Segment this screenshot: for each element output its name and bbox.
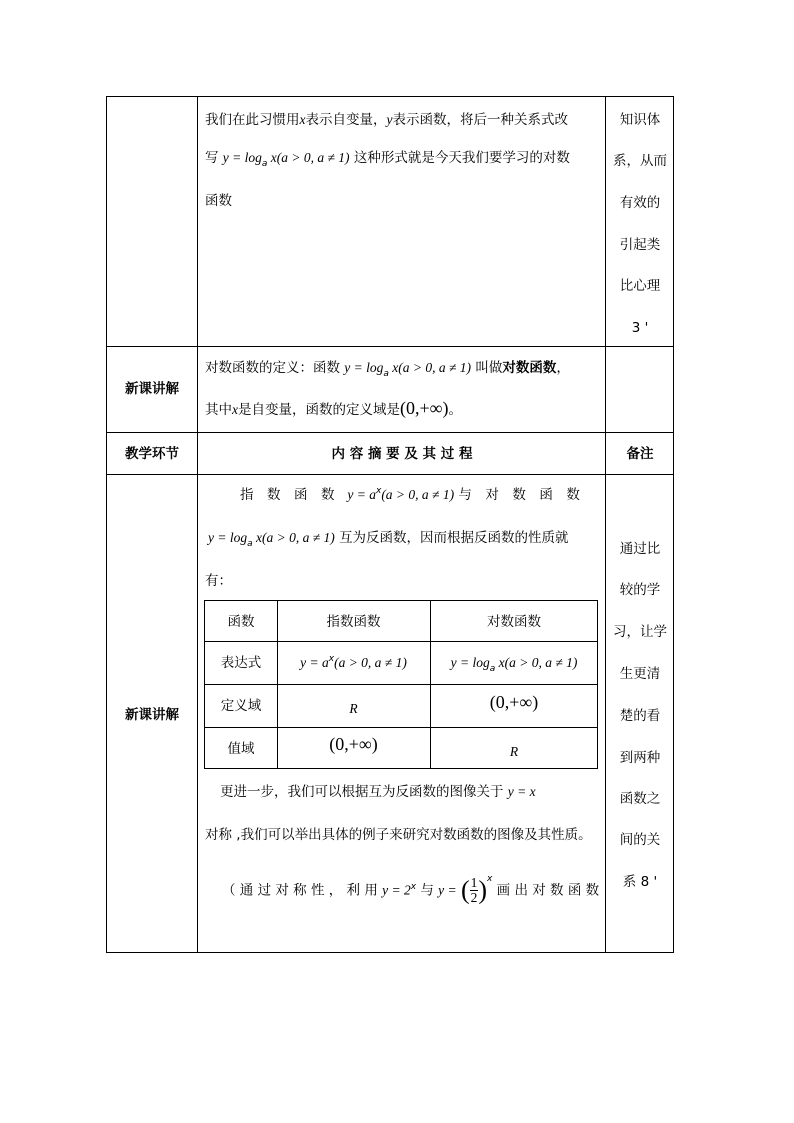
inner-line (204, 641, 598, 642)
content-line (205, 150, 570, 168)
content-line (205, 112, 568, 128)
text-segment: ， (556, 360, 570, 376)
math-formula: y = (438, 882, 457, 898)
content-line (240, 487, 580, 505)
math-subscript: a (261, 159, 268, 169)
note-line: 有效的 (619, 195, 661, 211)
math-formula: y = log (450, 655, 490, 670)
math-subscript: a (489, 664, 496, 674)
math-formula: (a > 0, a ≠ 1) (334, 655, 407, 670)
note-line: 引起类 (619, 237, 661, 253)
text-segment: 写 (205, 150, 219, 166)
math-interval: (0,+∞) (400, 398, 449, 418)
content-line: 有： (205, 573, 232, 589)
table-row-label: 定义域 (220, 698, 262, 714)
math-superscript: x (410, 881, 417, 892)
content-line (220, 784, 536, 800)
content-line: 函数 (205, 193, 232, 209)
definition-line (205, 400, 462, 418)
header-notes: 备注 (626, 446, 654, 462)
math-subscript: a (247, 539, 253, 549)
text-segment: 画 出 对 数 函 数 (496, 882, 600, 899)
bold-term: 对数函数 (502, 360, 557, 376)
row-divider (106, 474, 674, 475)
note-line: 生更清 (619, 666, 661, 682)
math-superscript: x (487, 873, 493, 884)
text-segment: 这种形式就是今天我们要学习的对数 (353, 150, 570, 166)
table-cell: (0,+∞) (489, 692, 539, 712)
text-segment: 叫做 (475, 360, 503, 376)
note-line: 系，从而 (613, 153, 667, 169)
text-segment: 与 对 数 函 数 (458, 487, 580, 503)
text-segment: 其中 (205, 402, 232, 418)
math-formula: y = a (347, 487, 376, 502)
text-segment: 表示函数，将后一种关系式改 (392, 112, 568, 128)
table-header: 指数函数 (326, 614, 381, 630)
table-cell (430, 655, 598, 673)
text-segment: 对数函数的定义：函数 (205, 360, 340, 376)
table-row-label: 值域 (227, 741, 255, 757)
math-formula: y = log (344, 360, 384, 375)
math-superscript: x (375, 486, 382, 496)
table-header: 函数 (227, 614, 255, 630)
math-formula: y = a (300, 655, 329, 670)
math-formula: x(a > 0, a ≠ 1) (267, 150, 350, 165)
inner-line (204, 727, 598, 728)
text-segment: （ 通 过 对 称 性 ， 利 用 (222, 882, 378, 899)
note-line: 习，让学 (613, 624, 667, 640)
math-formula: y = x (507, 784, 536, 799)
section-label: 新课讲解 (125, 381, 179, 397)
table-border-bottom (106, 952, 674, 953)
text-segment: 是自变量，函数的定义域是 (238, 402, 400, 418)
inner-line (204, 684, 598, 685)
table-cell: (0,+∞) (329, 734, 378, 754)
lesson-table (106, 96, 674, 952)
text-segment: 互为反函数，因而根据反函数的性质就 (339, 530, 569, 546)
header-stage: 教学环节 (125, 446, 179, 462)
text-segment: 指 数 函 数 (240, 487, 335, 503)
math-formula: x(a > 0, a ≠ 1) (252, 530, 335, 545)
math-formula: x(a > 0, a ≠ 1) (495, 655, 578, 670)
math-superscript: x (328, 654, 335, 664)
math-var: x (232, 402, 238, 417)
text-segment: 表示自变量， (305, 112, 387, 128)
math-var: x (299, 112, 306, 127)
section-label: 新课讲解 (125, 707, 179, 723)
note-line: 知识体 (619, 112, 661, 128)
header-content: 内 容 摘 要 及 其 过 程 (331, 446, 473, 462)
math-formula: x(a > 0, a ≠ 1) (388, 360, 472, 375)
text-segment: 与 (420, 882, 434, 899)
table-border-right (673, 96, 674, 953)
text-segment: 。 (448, 402, 462, 418)
inner-line (204, 600, 598, 601)
math-formula: y = 2 (382, 882, 411, 898)
note-line: 3 ' (631, 320, 649, 336)
math-formula: (a > 0, a ≠ 1) (381, 487, 455, 502)
math-formula: y = log (222, 150, 262, 165)
note-line: 较的学 (619, 582, 661, 598)
note-line: 到两种 (619, 750, 661, 766)
col-divider (197, 96, 198, 953)
note-line: 楚的看 (619, 708, 661, 724)
math-subscript: a (383, 369, 389, 379)
content-line: 对称 ,我们可以举出具体的例子来研究对数函数的图像及其性质。 (205, 827, 592, 843)
math-formula: y = log (208, 530, 248, 545)
text-segment: 更进一步，我们可以根据互为反函数的图像关于 (220, 784, 504, 800)
row-divider (106, 346, 674, 347)
note-line: 函数之 (619, 791, 661, 807)
row-divider (106, 432, 674, 433)
table-cell: R (509, 744, 519, 759)
note-line: 通过比 (619, 541, 661, 557)
table-border-top (106, 96, 674, 97)
note-line: 系 8 ' (622, 874, 658, 890)
col-divider (605, 96, 606, 953)
table-header: 对数函数 (487, 614, 541, 630)
inner-line (204, 768, 598, 769)
content-line: （ 通 过 对 称 性 ， 利 用 $y = 2^x$ 与 y = ( $\frac{1}{2}$ )$^x$ 画 出 对 数 函 数 (222, 873, 600, 905)
note-line: 间的关 (619, 832, 661, 848)
table-cell (277, 655, 430, 673)
content-line (208, 530, 569, 548)
table-row-label: 表达式 (220, 655, 262, 671)
math-var: y (386, 112, 393, 127)
note-line: 比心理 (619, 278, 661, 294)
fraction: $\frac{1}{2}$ (470, 875, 478, 905)
definition-line (205, 360, 570, 378)
table-border-left (106, 96, 107, 953)
table-cell: R (349, 701, 358, 716)
text-segment: 我们在此习惯用 (205, 112, 300, 128)
